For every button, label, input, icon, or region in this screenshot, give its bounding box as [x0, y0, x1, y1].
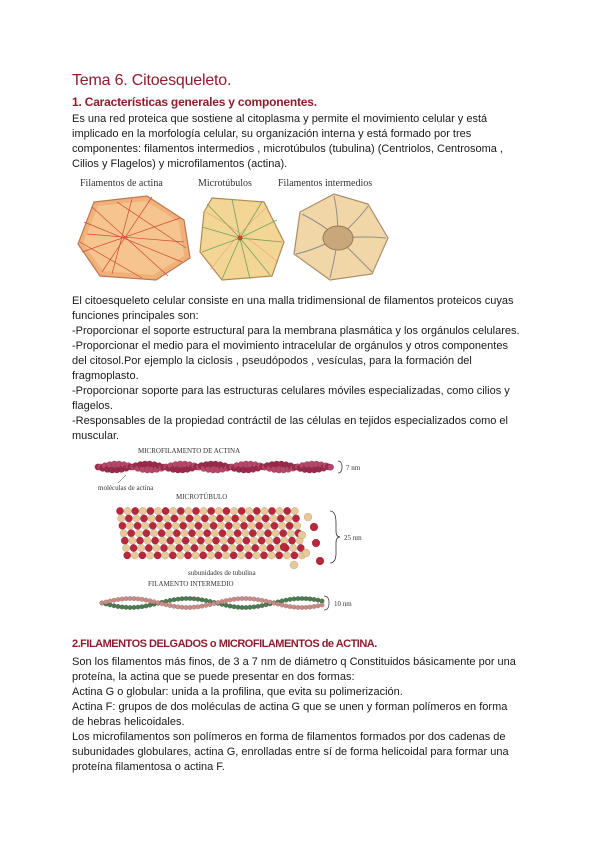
- text-line: -Proporcionar el medio para el movimiento intracelular de orgánulos y otros componentes: [72, 340, 508, 352]
- tubulin-subunit: [229, 544, 236, 551]
- text-line: flagelos.: [72, 400, 113, 412]
- tubulin-subunit: [294, 522, 301, 529]
- tubulin-subunit: [290, 544, 297, 551]
- tubulin-subunit: [277, 515, 284, 522]
- tubulin-subunit: [234, 530, 241, 537]
- text-line: Los microfilamentos son polímeros en forma de filamentos formados por dos cadenas de: [72, 731, 506, 743]
- intermediate-filament-label: FILAMENTO INTERMEDIO: [148, 580, 234, 588]
- tubulin-subunit: [124, 552, 131, 559]
- tubulin-subunit: [131, 552, 138, 559]
- tubulin-subunit: [194, 515, 201, 522]
- tubulin-subunit: [253, 507, 260, 514]
- text-line: proteína, la actina que se puede presentar en dos formas:: [72, 671, 355, 683]
- tubulin-subunit: [238, 507, 245, 514]
- tubulin-subunit: [158, 530, 165, 537]
- text-line: -Proporcionar el soporte estructural para la membrana plasmática y los orgánulos celulares.: [72, 325, 520, 337]
- text-line: fragmoplasto.: [72, 370, 139, 382]
- tubulin-subunit: [262, 515, 269, 522]
- tubulin-subunit: [244, 544, 251, 551]
- tubulin-subunit: [219, 530, 226, 537]
- tubulin-subunit: [176, 544, 183, 551]
- tubulin-subunit: [156, 515, 163, 522]
- tubulin-subunit: [249, 530, 256, 537]
- tubulin-subunit: [143, 530, 150, 537]
- tubulin-subunit: [216, 515, 223, 522]
- text-line: Actina G o globular: unida a la profilina, que evita su polimerización.: [72, 686, 403, 698]
- tubulin-subunit: [208, 507, 215, 514]
- filament-bead: [144, 604, 149, 609]
- tubulin-subunit: [258, 537, 265, 544]
- tubulin-subunit: [233, 522, 240, 529]
- text-line: de hebras helicoidales.: [72, 716, 185, 728]
- tubulin-subunit: [268, 552, 275, 559]
- tubulin-subunit: [215, 552, 222, 559]
- tubulin-subunit: [292, 515, 299, 522]
- tubulin-subunit: [271, 522, 278, 529]
- tubulin-subunit: [272, 530, 279, 537]
- actin-bead: [327, 464, 333, 470]
- tubulin-subunit: [120, 530, 127, 537]
- tubulin-subunit: [177, 552, 184, 559]
- filament-bead: [224, 598, 229, 603]
- microtubule-cell-illustration: [200, 198, 284, 280]
- figure-label-microtubules: Microtúbulos: [198, 178, 252, 189]
- tubulin-subunit: [192, 552, 199, 559]
- tubulin-subunit: [148, 515, 155, 522]
- tubulin-subunit: [128, 530, 135, 537]
- tubulin-subunit: [226, 530, 233, 537]
- tubulin-subunit: [236, 544, 243, 551]
- tubulin-subunit: [181, 530, 188, 537]
- tubulin-subunit: [171, 515, 178, 522]
- text-line: implicado en la morfología celular, su organización interna y está formado por tres: [72, 128, 472, 140]
- tubulin-subunit: [130, 544, 137, 551]
- tubulin-subunit: [245, 552, 252, 559]
- tubulin-subunit: [232, 515, 239, 522]
- tubulin-subunit: [278, 522, 285, 529]
- microfilaments-paragraph: [72, 655, 532, 775]
- tubulin-subunit: [150, 530, 157, 537]
- tubulin-subunit: [222, 552, 229, 559]
- tubulin-subunit: [163, 515, 170, 522]
- tubulin-subunit: [247, 515, 254, 522]
- tubulin-subunit: [267, 544, 274, 551]
- tubulin-subunit: [192, 507, 199, 514]
- tubulin-subunit: [184, 552, 191, 559]
- tubulin-subunit: [164, 522, 171, 529]
- text-line: Actina F: grupos de dos moléculas de actina G que se unen y forman polímeros en forma: [72, 701, 508, 713]
- tubulin-subunit: [298, 531, 306, 539]
- tubulin-subunit: [138, 544, 145, 551]
- actin-filament-strand: [95, 461, 334, 473]
- tubulin-subunit: [240, 522, 247, 529]
- tubulin-subunit: [153, 544, 160, 551]
- tubulin-subunit: [285, 515, 292, 522]
- tubulin-subunit: [201, 515, 208, 522]
- tubulin-subunit: [214, 544, 221, 551]
- document-title: Tema 6. Citoesqueleto.: [72, 72, 232, 89]
- tubulin-subunit: [248, 522, 255, 529]
- tubulin-subunit: [125, 515, 132, 522]
- section-1-heading: 1. Características generales y componentes.: [72, 95, 317, 109]
- tubulin-subunit: [195, 522, 202, 529]
- tubulin-subunit: [254, 515, 261, 522]
- tubulin-subunit: [190, 537, 197, 544]
- tubulin-subunits-label: subunidades de tubulina: [188, 569, 256, 577]
- tubulin-subunit: [280, 543, 288, 551]
- tubulin-subunit: [196, 530, 203, 537]
- section-2-heading: 2.FILAMENTOS DELGADOS o MICROFILAMENTOS de ACTINA.: [72, 638, 377, 650]
- tubulin-subunit: [135, 530, 142, 537]
- tubulin-subunit: [180, 522, 187, 529]
- tubulin-subunit: [188, 530, 195, 537]
- text-line: Es una red proteica que sostiene al citoplasma y permite el movimiento celular y está: [72, 113, 488, 125]
- filament-bead: [224, 603, 229, 608]
- tubulin-subunit: [209, 515, 216, 522]
- tubulin-subunit: [136, 537, 143, 544]
- filament-bead: [200, 604, 205, 609]
- cytoskeleton-cells-figure: [72, 172, 392, 284]
- microtubule-label: MICROTÚBULO: [176, 493, 228, 501]
- text-line: funciones principales son:: [72, 310, 199, 322]
- tubulin-subunit: [302, 549, 310, 557]
- tubulin-subunit: [212, 537, 219, 544]
- text-line: Cilios y Flagelos) y microfilamentos (actina).: [72, 158, 288, 170]
- tubulin-subunit: [284, 507, 291, 514]
- microfilament-size-label: 7 nm: [346, 464, 361, 472]
- tubulin-subunit: [185, 507, 192, 514]
- tubulin-subunit: [228, 537, 235, 544]
- tubulin-subunit: [149, 522, 156, 529]
- tubulin-subunit: [187, 522, 194, 529]
- tubulin-subunit: [238, 552, 245, 559]
- intro-paragraph: [72, 112, 532, 172]
- text-line: -Responsables de la propiedad contráctil de las células en tejidos especializados como el: [72, 415, 508, 427]
- tubulin-subunit: [270, 515, 277, 522]
- actin-cell-illustration: [78, 196, 190, 280]
- tubulin-subunit: [139, 507, 146, 514]
- text-line: componentes: filamentos intermedios , microtúbulos (tubulina) (Centriolos, Centrosoma ,: [72, 143, 504, 155]
- tubulin-subunit: [225, 522, 232, 529]
- tubulin-subunit: [122, 544, 129, 551]
- tubulin-subunit: [147, 507, 154, 514]
- tubulin-subunit: [170, 507, 177, 514]
- tubulin-subunit: [230, 552, 237, 559]
- tubulin-subunit: [206, 544, 213, 551]
- tubulin-subunit: [154, 507, 161, 514]
- tubulin-subunit: [310, 523, 318, 531]
- filament-bead: [320, 603, 325, 608]
- tubulin-subunit: [246, 507, 253, 514]
- tubulin-subunit: [316, 557, 324, 565]
- filament-bead: [260, 603, 265, 608]
- filament-types-figure: [88, 443, 388, 620]
- tubulin-subunit: [118, 515, 125, 522]
- tubulin-subunit: [173, 530, 180, 537]
- tubulin-subunit: [211, 530, 218, 537]
- tubulin-subunit: [172, 522, 179, 529]
- tubulin-subunit: [266, 537, 273, 544]
- tubulin-subunit: [312, 539, 320, 547]
- tubulin-subunit: [144, 537, 151, 544]
- tubulin-subunit: [224, 515, 231, 522]
- tubulin-subunit: [259, 544, 266, 551]
- functions-paragraph: [72, 294, 532, 444]
- tubulin-subunit: [178, 515, 185, 522]
- tubulin-subunit: [145, 544, 152, 551]
- tubulin-subunit: [160, 544, 167, 551]
- tubulin-subunit: [268, 507, 275, 514]
- tubulin-subunit: [204, 530, 211, 537]
- intermediate-filament-strand: [100, 596, 325, 610]
- tubulin-subunit: [253, 552, 260, 559]
- tubulin-subunit: [304, 513, 312, 521]
- tubulin-subunit: [283, 552, 290, 559]
- tubulin-subunit: [198, 544, 205, 551]
- tubulin-subunit: [252, 544, 259, 551]
- text-line: del citosol.Por ejemplo la ciclosis , pseudópodos , vesículas, para la formación del: [72, 355, 472, 367]
- text-line: -Proporcionar soporte para las estructuras celulares móviles especializadas, como cilios y: [72, 385, 510, 397]
- tubulin-subunit: [174, 537, 181, 544]
- filament-bead: [144, 598, 149, 603]
- tubulin-subunit: [168, 544, 175, 551]
- tubulin-subunit: [288, 537, 295, 544]
- filament-bead: [108, 599, 113, 604]
- tubulin-subunit: [186, 515, 193, 522]
- microtubule-size-label: 25 nm: [344, 534, 362, 542]
- tubulin-subunit: [242, 530, 249, 537]
- tubulin-subunit: [200, 552, 207, 559]
- tubulin-subunit: [154, 552, 161, 559]
- tubulin-subunit: [239, 515, 246, 522]
- tubulin-subunit: [197, 537, 204, 544]
- figure-label-intermediate: Filamentos intermedios: [278, 178, 373, 189]
- microtubule-structure: [116, 507, 324, 569]
- actin-molecules-label: moléculas de actina: [98, 484, 154, 492]
- filament-bead: [260, 598, 265, 603]
- tubulin-subunit: [250, 537, 257, 544]
- tubulin-subunit: [121, 537, 128, 544]
- tubulin-subunit: [142, 522, 149, 529]
- tubulin-subunit: [116, 507, 123, 514]
- tubulin-subunit: [286, 522, 293, 529]
- tubulin-subunit: [256, 522, 263, 529]
- tubulin-subunit: [276, 552, 283, 559]
- tubulin-subunit: [146, 552, 153, 559]
- tubulin-subunit: [287, 530, 294, 537]
- text-line: Son los filamentos más finos, de 3 a 7 nm de diámetro q Constituidos básicamente por una: [72, 656, 516, 668]
- filament-bead: [280, 603, 285, 608]
- tubulin-subunit: [261, 507, 268, 514]
- filament-bead: [168, 598, 173, 603]
- tubulin-subunit: [280, 530, 287, 537]
- tubulin-subunit: [257, 530, 264, 537]
- tubulin-subunit: [235, 537, 242, 544]
- text-line: proteína filamentosa o actina F.: [72, 761, 225, 773]
- tubulin-subunit: [291, 507, 298, 514]
- filament-bead: [168, 603, 173, 608]
- tubulin-subunit: [221, 544, 228, 551]
- tubulin-subunit: [129, 537, 136, 544]
- tubulin-subunit: [291, 552, 298, 559]
- tubulin-subunit: [210, 522, 217, 529]
- tubulin-subunit: [167, 537, 174, 544]
- filament-bead: [280, 599, 285, 604]
- tubulin-subunit: [119, 522, 126, 529]
- filament-bead: [200, 598, 205, 603]
- tubulin-subunit: [243, 537, 250, 544]
- tubulin-subunit: [200, 507, 207, 514]
- intermediate-filament-cell-illustration: [294, 194, 388, 280]
- tubulin-subunit: [132, 507, 139, 514]
- tubulin-subunit: [273, 537, 280, 544]
- tubulin-subunit: [207, 552, 214, 559]
- tubulin-subunit: [230, 507, 237, 514]
- text-line: subunidades globulares, actina G, enrolladas entre sí de forma helicoidal para formar una: [72, 746, 509, 758]
- tubulin-subunit: [290, 561, 298, 569]
- filament-bead: [316, 598, 321, 603]
- tubulin-subunit: [169, 552, 176, 559]
- tubulin-subunit: [220, 537, 227, 544]
- filament-bead: [164, 602, 169, 607]
- tubulin-subunit: [183, 544, 190, 551]
- tubulin-subunit: [162, 552, 169, 559]
- tubulin-subunit: [218, 522, 225, 529]
- tubulin-subunit: [260, 552, 267, 559]
- tubulin-subunit: [126, 522, 133, 529]
- tubulin-subunit: [205, 537, 212, 544]
- tubulin-subunit: [182, 537, 189, 544]
- figure-label-actin: Filamentos de actina: [80, 178, 163, 189]
- tubulin-subunit: [202, 522, 209, 529]
- tubulin-subunit: [140, 515, 147, 522]
- tubulin-subunit: [215, 507, 222, 514]
- tubulin-subunit: [159, 537, 166, 544]
- tubulin-subunit: [166, 530, 173, 537]
- tubulin-subunit: [124, 507, 131, 514]
- tubulin-subunit: [191, 544, 198, 551]
- microfilament-label: MICROFILAMENTO DE ACTINA: [138, 447, 241, 455]
- tubulin-subunit: [133, 515, 140, 522]
- tubulin-subunit: [162, 507, 169, 514]
- tubulin-subunit: [264, 530, 271, 537]
- tubulin-subunit: [152, 537, 159, 544]
- intermediate-size-label: 10 nm: [334, 600, 352, 608]
- tubulin-subunit: [134, 522, 141, 529]
- text-line: El citoesqueleto celular consiste en una malla tridimensional de filamentos proteicos cuyas: [72, 295, 514, 307]
- text-line: muscular.: [72, 430, 120, 442]
- tubulin-subunit: [139, 552, 146, 559]
- filament-bead: [316, 604, 321, 609]
- tubulin-subunit: [223, 507, 230, 514]
- tubulin-subunit: [276, 507, 283, 514]
- tubulin-subunit: [263, 522, 270, 529]
- tubulin-subunit: [177, 507, 184, 514]
- tubulin-subunit: [157, 522, 164, 529]
